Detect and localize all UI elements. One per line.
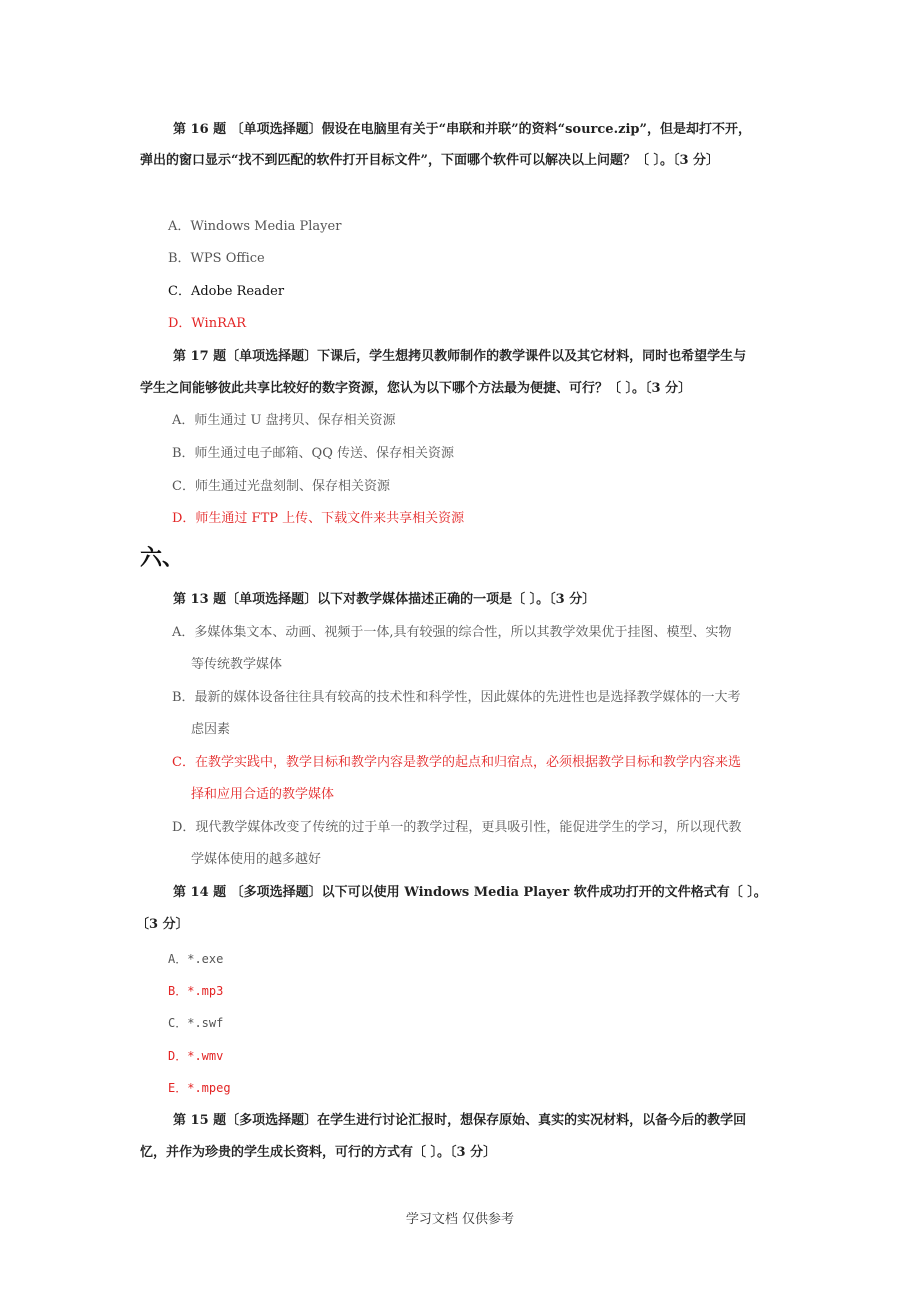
q14-option-a: A．*.exe: [168, 952, 224, 966]
q14-option-e-answer: E．*.mpeg: [168, 1081, 231, 1095]
page-footer: 学习文档 仅供参考: [405, 1212, 515, 1227]
q15-stem-line1: 第 15 题〔多项选择题〕在学生进行讨论汇报时，想保存原始、真实的实况材料，以备今后的教学回: [173, 1113, 747, 1128]
q16-stem-line1: 第 16 题 〔单项选择题〕假设在电脑里有关于“串联和并联”的资料“source.zip”，但是却打不开，: [173, 122, 751, 137]
q16-stem-line2: 弹出的窗口显示“找不到匹配的软件打开目标文件”，下面哪个软件可以解决以上问题？〔 〕。〔3 分〕: [140, 153, 720, 168]
q16-option-a: A．Windows Media Player: [168, 219, 342, 234]
q16-option-b: B．WPS Office: [168, 251, 265, 266]
q17-option-c: C．师生通过光盘刻制、保存相关资源: [172, 479, 390, 494]
q13-option-a-line1: A．多媒体集文本、动画、视频于一体,具有较强的综合性，所以其教学效果优于挂图、模型、实物: [172, 625, 732, 640]
q13-option-b-line1: B．最新的媒体设备往往具有较高的技术性和科学性，因此媒体的先进性也是选择教学媒体的一大考: [172, 690, 741, 705]
q15-stem-line2: 忆，并作为珍贵的学生成长资料，可行的方式有〔 〕。〔3 分〕: [140, 1145, 497, 1160]
q13-option-c-answer-line2: 择和应用合适的教学媒体: [191, 787, 335, 802]
q14-stem-line2: 〔3 分〕: [136, 917, 189, 932]
q16-option-d-answer: D．WinRAR: [168, 316, 247, 331]
q14-option-b-answer: B．*.mp3: [168, 984, 224, 998]
q13-option-a-line2: 等传统教学媒体: [191, 657, 283, 672]
q17-stem-line1: 第 17 题〔单项选择题〕下课后，学生想拷贝教师制作的教学课件以及其它材料，同时也希望学生与: [173, 349, 747, 364]
q16-option-c: C．Adobe Reader: [168, 284, 285, 299]
q17-option-a: A．师生通过 U 盘拷贝、保存相关资源: [172, 413, 396, 428]
q17-option-b: B．师生通过电子邮箱、QQ 传送、保存相关资源: [172, 446, 455, 461]
q14-option-c: C．*.swf: [168, 1016, 224, 1030]
q14-option-d-answer: D．*.wmv: [168, 1049, 224, 1063]
q13-option-b-line2: 虑因素: [191, 722, 231, 737]
q13-option-d-line2: 学媒体使用的越多越好: [191, 852, 322, 867]
q13-option-c-answer-line1: C．在教学实践中，教学目标和教学内容是教学的起点和归宿点，必须根据教学目标和教学内容来选: [172, 755, 741, 770]
q13-stem: 第 13 题〔单项选择题〕以下对教学媒体描述正确的一项是〔 〕。〔3 分〕: [173, 592, 596, 607]
q13-option-d-line1: D．现代教学媒体改变了传统的过于单一的教学过程，更具吸引性，能促进学生的学习，所以现代教: [172, 820, 742, 835]
q14-stem-line1: 第 14 题 〔多项选择题〕以下可以使用 Windows Media Player 软件成功打开的文件格式有〔 〕。: [173, 885, 767, 900]
q17-stem-line2: 学生之间能够彼此共享比较好的数字资源，您认为以下哪个方法最为便捷、可行？〔 〕。〔3 分〕: [140, 381, 692, 396]
q17-option-d-answer: D．师生通过 FTP 上传、下载文件来共享相关资源: [172, 511, 465, 526]
section-heading: 六、: [140, 545, 185, 571]
